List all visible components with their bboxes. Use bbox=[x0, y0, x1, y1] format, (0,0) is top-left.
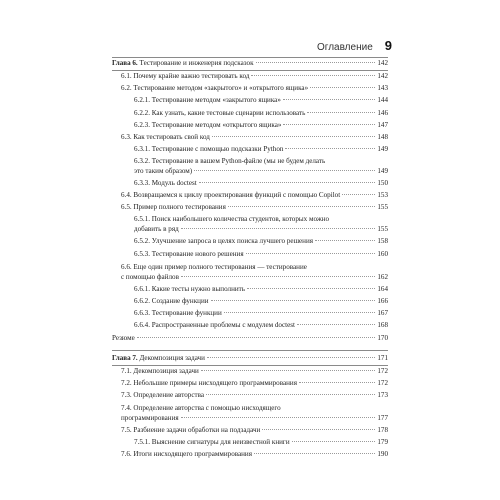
entry-page: 160 bbox=[377, 250, 388, 258]
dot-leader bbox=[299, 382, 375, 383]
chapter-label: Глава 6. bbox=[112, 59, 138, 67]
entry-page: 158 bbox=[377, 237, 388, 245]
entry-page: 155 bbox=[377, 203, 388, 211]
entry-title: Декомпозиция задачи bbox=[139, 354, 205, 362]
dot-leader bbox=[207, 357, 375, 358]
entry-title: 7.2. Небольшие примеры нисходящего программирования bbox=[121, 379, 297, 387]
toc-entry bbox=[112, 333, 388, 343]
toc-entry bbox=[134, 95, 388, 105]
entry-title: 7.5. Разбиение задачи обработки на подзадачи bbox=[121, 426, 261, 434]
dot-leader bbox=[199, 182, 375, 183]
entry-title: программирования bbox=[121, 414, 179, 422]
entry-page: 162 bbox=[377, 273, 388, 281]
entry-title: 6.6.3. Тестирование функции bbox=[134, 309, 222, 317]
entry-page: 173 bbox=[377, 391, 388, 399]
toc-entry bbox=[134, 108, 388, 118]
entry-title: 7.1. Декомпозиция задачи bbox=[121, 367, 199, 375]
entry-page: 147 bbox=[377, 121, 388, 129]
toc-entry bbox=[134, 236, 388, 246]
dot-leader bbox=[285, 148, 375, 149]
entry-page: 146 bbox=[377, 109, 388, 117]
entry-page: 142 bbox=[377, 72, 388, 80]
entry-title: добавить в ряд bbox=[134, 225, 179, 233]
dot-leader bbox=[254, 453, 375, 454]
dot-leader bbox=[194, 170, 375, 171]
chapter-label: Глава 7. bbox=[112, 354, 138, 362]
entry-page: 172 bbox=[377, 379, 388, 387]
dot-leader bbox=[315, 240, 375, 241]
dot-leader bbox=[292, 441, 375, 442]
toc-entry bbox=[134, 144, 388, 154]
entry-page: 149 bbox=[377, 145, 388, 153]
toc-entry bbox=[121, 262, 388, 282]
toc-entry bbox=[121, 390, 388, 400]
entry-title: 6.5. Пример полного тестирования bbox=[121, 203, 226, 211]
dot-leader bbox=[247, 288, 375, 289]
entry-title-first-line: 6.3.2. Тестирование в вашем Python-файле (мы не будем делать bbox=[134, 157, 326, 165]
toc-entry bbox=[134, 214, 388, 234]
dot-leader bbox=[262, 429, 375, 430]
entry-page: 142 bbox=[377, 59, 388, 67]
dot-leader bbox=[283, 99, 375, 100]
toc-entry bbox=[121, 190, 388, 200]
toc-entry bbox=[121, 425, 388, 435]
dot-leader bbox=[342, 194, 375, 195]
page-number: 9 bbox=[384, 38, 392, 53]
entry-page: 155 bbox=[377, 225, 388, 233]
entry-title-first-line: 7.4. Определение авторства с помощью нисходящего bbox=[121, 404, 281, 412]
toc-entry bbox=[121, 403, 388, 423]
entry-page: 171 bbox=[377, 354, 388, 362]
entry-page: 150 bbox=[377, 179, 388, 187]
dot-leader bbox=[256, 62, 375, 63]
dot-leader bbox=[297, 324, 375, 325]
entry-page: 164 bbox=[377, 285, 388, 293]
entry-title: 6.5.2. Улучшение запроса в целях поиска лучшего решения bbox=[134, 237, 314, 245]
entry-title: 6.2.2. Как узнать, какие тестовые сценарии использовать bbox=[134, 109, 306, 117]
toc-entry bbox=[121, 366, 388, 376]
dot-leader bbox=[181, 276, 375, 277]
entry-title: 6.3.3. Модуль doctest bbox=[134, 179, 197, 187]
entry-title: Резюме bbox=[112, 334, 135, 342]
toc-entry bbox=[134, 178, 388, 188]
entry-page: 148 bbox=[377, 133, 388, 141]
dot-leader bbox=[224, 312, 375, 313]
entry-title: 7.5.1. Выяснение сигнатуры для неизвестной книги bbox=[134, 438, 290, 446]
entry-title: Тестирование и инженерия подсказок bbox=[139, 59, 254, 67]
entry-page: 177 bbox=[377, 414, 388, 422]
entry-title-first-line: 6.5.1. Поиск наибольшего количества студентов, которых можно bbox=[134, 215, 330, 223]
toc-entry bbox=[134, 320, 388, 330]
toc-entry bbox=[121, 83, 388, 93]
entry-title: 6.6.4. Распространенные проблемы с модулем doctest bbox=[134, 321, 295, 329]
toc-entry bbox=[134, 249, 388, 259]
entry-title: 6.3. Как тестировать свой код bbox=[121, 133, 210, 141]
entry-title: 7.6. Итоги нисходящего программирования bbox=[121, 450, 252, 458]
dot-leader bbox=[310, 87, 375, 88]
entry-title: 6.4. Возвращаемся к циклу проектирования функций с помощью Copilot bbox=[121, 191, 341, 199]
entry-title: с помощью файлов bbox=[121, 273, 179, 281]
dot-leader bbox=[246, 253, 375, 254]
entry-title: это таким образом) bbox=[134, 167, 193, 175]
running-header bbox=[317, 38, 392, 53]
toc-entry bbox=[134, 156, 388, 176]
entry-page: 153 bbox=[377, 191, 388, 199]
dot-leader bbox=[211, 300, 375, 301]
entry-title: 7.3. Определение авторства bbox=[121, 391, 204, 399]
toc-entry bbox=[121, 449, 388, 459]
dot-leader bbox=[212, 136, 375, 137]
entry-title: 6.2. Тестирование методом «закрытого» и «открытого ящика» bbox=[121, 84, 309, 92]
entry-title: 6.6.1. Какие тесты нужно выполнить bbox=[134, 285, 245, 293]
dot-leader bbox=[181, 417, 375, 418]
chapter-divider bbox=[112, 350, 388, 351]
dot-leader bbox=[228, 206, 375, 207]
entry-page: 166 bbox=[377, 297, 388, 305]
entry-page: 149 bbox=[377, 167, 388, 175]
entry-page: 144 bbox=[377, 96, 388, 104]
running-section-title: Оглавление bbox=[317, 42, 373, 53]
entry-page: 167 bbox=[377, 309, 388, 317]
entry-page: 178 bbox=[377, 426, 388, 434]
entry-title: 6.3.1. Тестирование с помощью подсказки Python bbox=[134, 145, 284, 153]
dot-leader bbox=[251, 75, 375, 76]
entry-title: 6.6.2. Создание функции bbox=[134, 297, 209, 305]
entry-page: 172 bbox=[377, 367, 388, 375]
entry-page: 179 bbox=[377, 438, 388, 446]
entry-title: 6.2.1. Тестирование методом «закрытого ящика» bbox=[134, 96, 281, 104]
entry-page: 190 bbox=[377, 450, 388, 458]
toc-chapter-6 bbox=[112, 58, 388, 68]
dot-leader bbox=[181, 228, 375, 229]
toc-entry bbox=[121, 132, 388, 142]
entry-page: 168 bbox=[377, 321, 388, 329]
toc-chapter-7 bbox=[112, 353, 388, 363]
toc-entry bbox=[134, 284, 388, 294]
entry-title-first-line: 6.6. Еще один пример полного тестирования — тестирование bbox=[121, 263, 307, 271]
entry-title: 6.1. Почему крайне важно тестировать код bbox=[121, 72, 250, 80]
toc-entry bbox=[134, 120, 388, 130]
entry-page: 170 bbox=[377, 334, 388, 342]
toc-entry bbox=[134, 308, 388, 318]
toc-entry bbox=[121, 202, 388, 212]
toc-entry bbox=[121, 71, 388, 81]
dot-leader bbox=[201, 370, 375, 371]
toc-entry bbox=[121, 378, 388, 388]
dot-leader bbox=[206, 394, 375, 395]
dot-leader bbox=[283, 124, 375, 125]
dot-leader bbox=[307, 112, 375, 113]
entry-title: 6.5.3. Тестирование нового решения bbox=[134, 250, 244, 258]
dot-leader bbox=[137, 337, 375, 338]
toc-entry bbox=[134, 437, 388, 447]
entry-title: 6.2.3. Тестирование методом «открытого ящика» bbox=[134, 121, 282, 129]
entry-page: 143 bbox=[377, 84, 388, 92]
toc-entry bbox=[134, 296, 388, 306]
